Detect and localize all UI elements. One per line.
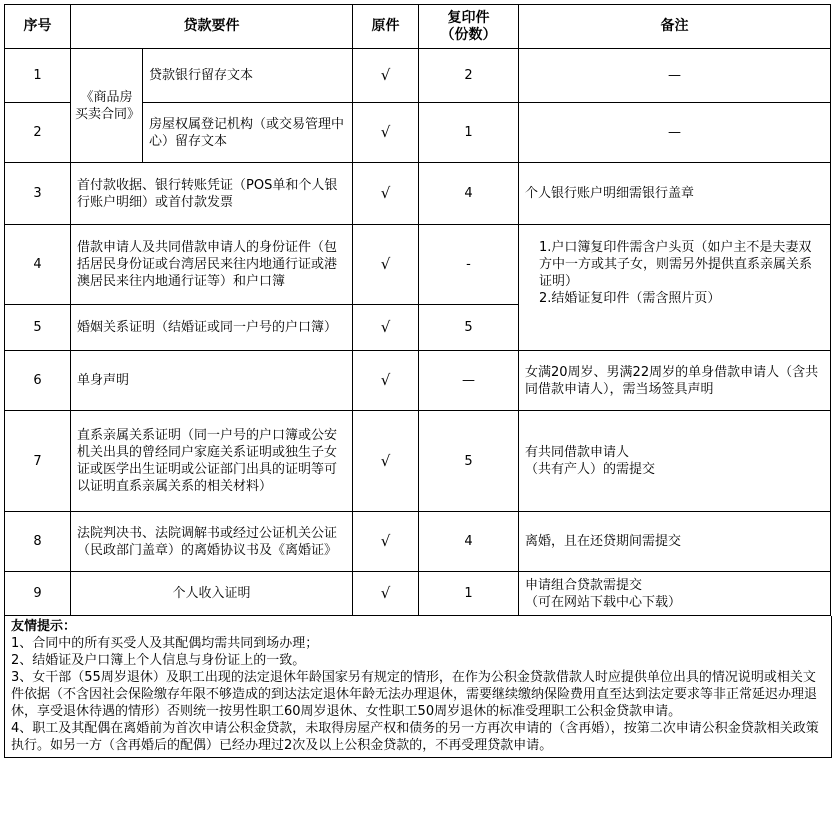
row-item: 法院判决书、法院调解书或经过公证机关公证（民政部门盖章）的离婚协议书及《离婚证》 [71,512,353,572]
row-no: 6 [5,351,71,411]
header-original: 原件 [353,5,419,49]
remark-line: 1.户口簿复印件需含户头页（如户主不是夫妻双方中一方或其子女，则需另外提供直系亲属关系证明） [539,240,813,289]
row-item: 首付款收据、银行转账凭证（POS单和个人银行账户明细）或首付款发票 [71,163,353,225]
original-check: √ [353,411,419,512]
row-copies: 4 [419,512,519,572]
loan-requirements-table [4,4,831,616]
table-row [5,572,831,616]
row-no: 7 [5,411,71,512]
row-no: 3 [5,163,71,225]
row-item: 借款申请人及共同借款申请人的身份证件（包括居民身份证或台湾居民来往内地通行证或港澳居民来往内地通行证等）和户口簿 [71,225,353,305]
table-row [5,351,831,411]
original-check: √ [353,305,419,351]
remark-line: （可在网站下载中心下载） [525,594,682,610]
original-check: √ [353,572,419,616]
row-copies: 2 [419,49,519,103]
row-copies: 1 [419,103,519,163]
original-check: √ [353,351,419,411]
row-item: 贷款银行留存文本 [143,49,353,103]
row-no: 4 [5,225,71,305]
tip-item: 1、合同中的所有买受人及其配偶均需共同到场办理； [11,636,319,651]
row-no: 9 [5,572,71,616]
row-remark: 个人银行账户明细需银行盖章 [519,163,831,225]
friendly-tips [4,616,832,758]
row-no: 1 [5,49,71,103]
header-remark: 备注 [519,5,831,49]
table-row [5,225,831,305]
row-remark [519,411,831,512]
row-no: 5 [5,305,71,351]
original-check: √ [353,163,419,225]
merged-remark-id-marriage [519,225,831,351]
header-copies: 复印件 （份数） [419,5,519,49]
tip-item: 2、结婚证及户口簿上个人信息与身份证上的一致。 [11,653,306,668]
row-copies: 5 [419,411,519,512]
row-item: 婚姻关系证明（结婚证或同一户号的户口簿） [71,305,353,351]
original-check: √ [353,103,419,163]
row-copies: 5 [419,305,519,351]
remark-line: （共有产人）的需提交 [525,462,656,477]
row-copies: — [419,351,519,411]
row-remark: 离婚，且在还贷期间需提交 [519,512,831,572]
table-row [5,49,831,103]
original-check: √ [353,512,419,572]
row-item: 房屋权属登记机构（或交易管理中心）留存文本 [143,103,353,163]
original-check: √ [353,225,419,305]
remark-line: 有共同借款申请人 [525,445,630,460]
row-remark: — [519,103,831,163]
table-row [5,411,831,512]
row-copies: - [419,225,519,305]
row-item: 个人收入证明 [71,572,353,616]
row-no: 8 [5,512,71,572]
row-remark: 女满20周岁、男满22周岁的单身借款申请人（含共同借款申请人），需当场签具声明 [519,351,831,411]
tip-item: 3、女干部（55周岁退休）及职工出现的法定退休年龄国家另有规定的情形，在作为公积金贷款借款人时应提供单位出具的情况说明或相关文件依据（不含因社会保险缴存年限不够造成的到达法定退休年龄无法办理退休，需要继续缴纳保险费用直至达到法定要求等非正常延迟办理退休，享受退休待遇的情形）否则统一按男性职工60周岁退休、女性职工50周岁退休的标准受理职工公积金贷款申请。 [11,670,818,719]
row-copies: 4 [419,163,519,225]
table-row [5,512,831,572]
original-check: √ [353,49,419,103]
row-copies: 1 [419,572,519,616]
loan-document [4,4,830,819]
row-remark: — [519,49,831,103]
tips-title: 友情提示： [11,619,77,634]
contract-group-label: 《商品房买卖合同》 [71,49,143,163]
header-item: 贷款要件 [71,5,353,49]
header-no: 序号 [5,5,71,49]
remark-line: 申请组合贷款需提交 [525,577,643,593]
remark-line: 2.结婚证复印件（需含照片页） [539,291,721,306]
table-header-row [5,5,831,49]
tip-item: 4、职工及其配偶在离婚前为首次申请公积金贷款，未取得房屋产权和债务的另一方再次申请的（含再婚），按第二次申请公积金贷款相关政策执行。如另一方（含再婚后的配偶）已经办理过2次及以上公积金贷款的，不再受理贷款申请。 [11,721,819,753]
row-item: 直系亲属关系证明（同一户号的户口簿或公安机关出具的曾经同户家庭关系证明或独生子女证或医学出生证明或公证部门出具的证明等可以证明直系亲属关系的相关材料） [71,411,353,512]
table-row [5,163,831,225]
row-no: 2 [5,103,71,163]
row-remark [519,572,831,616]
row-item: 单身声明 [71,351,353,411]
